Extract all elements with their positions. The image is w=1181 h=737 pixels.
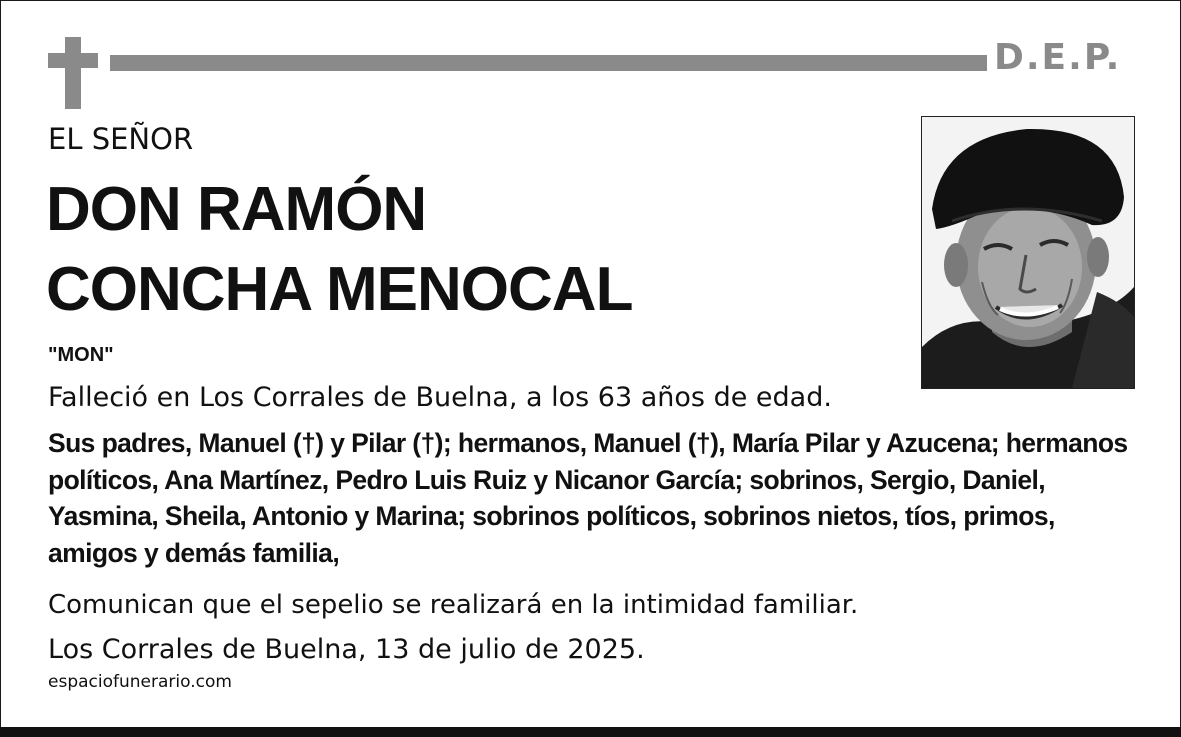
cross-icon xyxy=(48,37,98,109)
dep-label: D.E.P. xyxy=(994,37,1122,78)
header-divider xyxy=(110,55,987,71)
nickname: "MON" xyxy=(48,344,114,366)
bottom-rule xyxy=(0,727,1181,737)
title-prefix: EL SEÑOR xyxy=(48,122,194,156)
family-list: Sus padres, Manuel (†) y Pilar (†); hermanos, Manuel (†), María Pilar y Azucena; hermanos políticos, Ana Martínez, Pedro Luis Ruiz y Nicanor García; sobrinos, Sergio, Daniel, Yasmina, Sheila, Antonio y Marina; sobrinos políticos, sobrinos nietos, tíos, primos, amigos y demás familia, xyxy=(48,428,1128,568)
deceased-name-line2: CONCHA MENOCAL xyxy=(46,255,633,324)
death-statement: Falleció en Los Corrales de Buelna, a los 63 años de edad. xyxy=(48,382,832,413)
website-footer: espaciofunerario.com xyxy=(48,672,232,692)
place-date: Los Corrales de Buelna, 13 de julio de 2025. xyxy=(48,634,645,665)
portrait-photo xyxy=(921,116,1135,389)
burial-notice: Comunican que el sepelio se realizará en la intimidad familiar. xyxy=(48,590,859,620)
deceased-name-line1: DON RAMÓN xyxy=(46,175,427,244)
